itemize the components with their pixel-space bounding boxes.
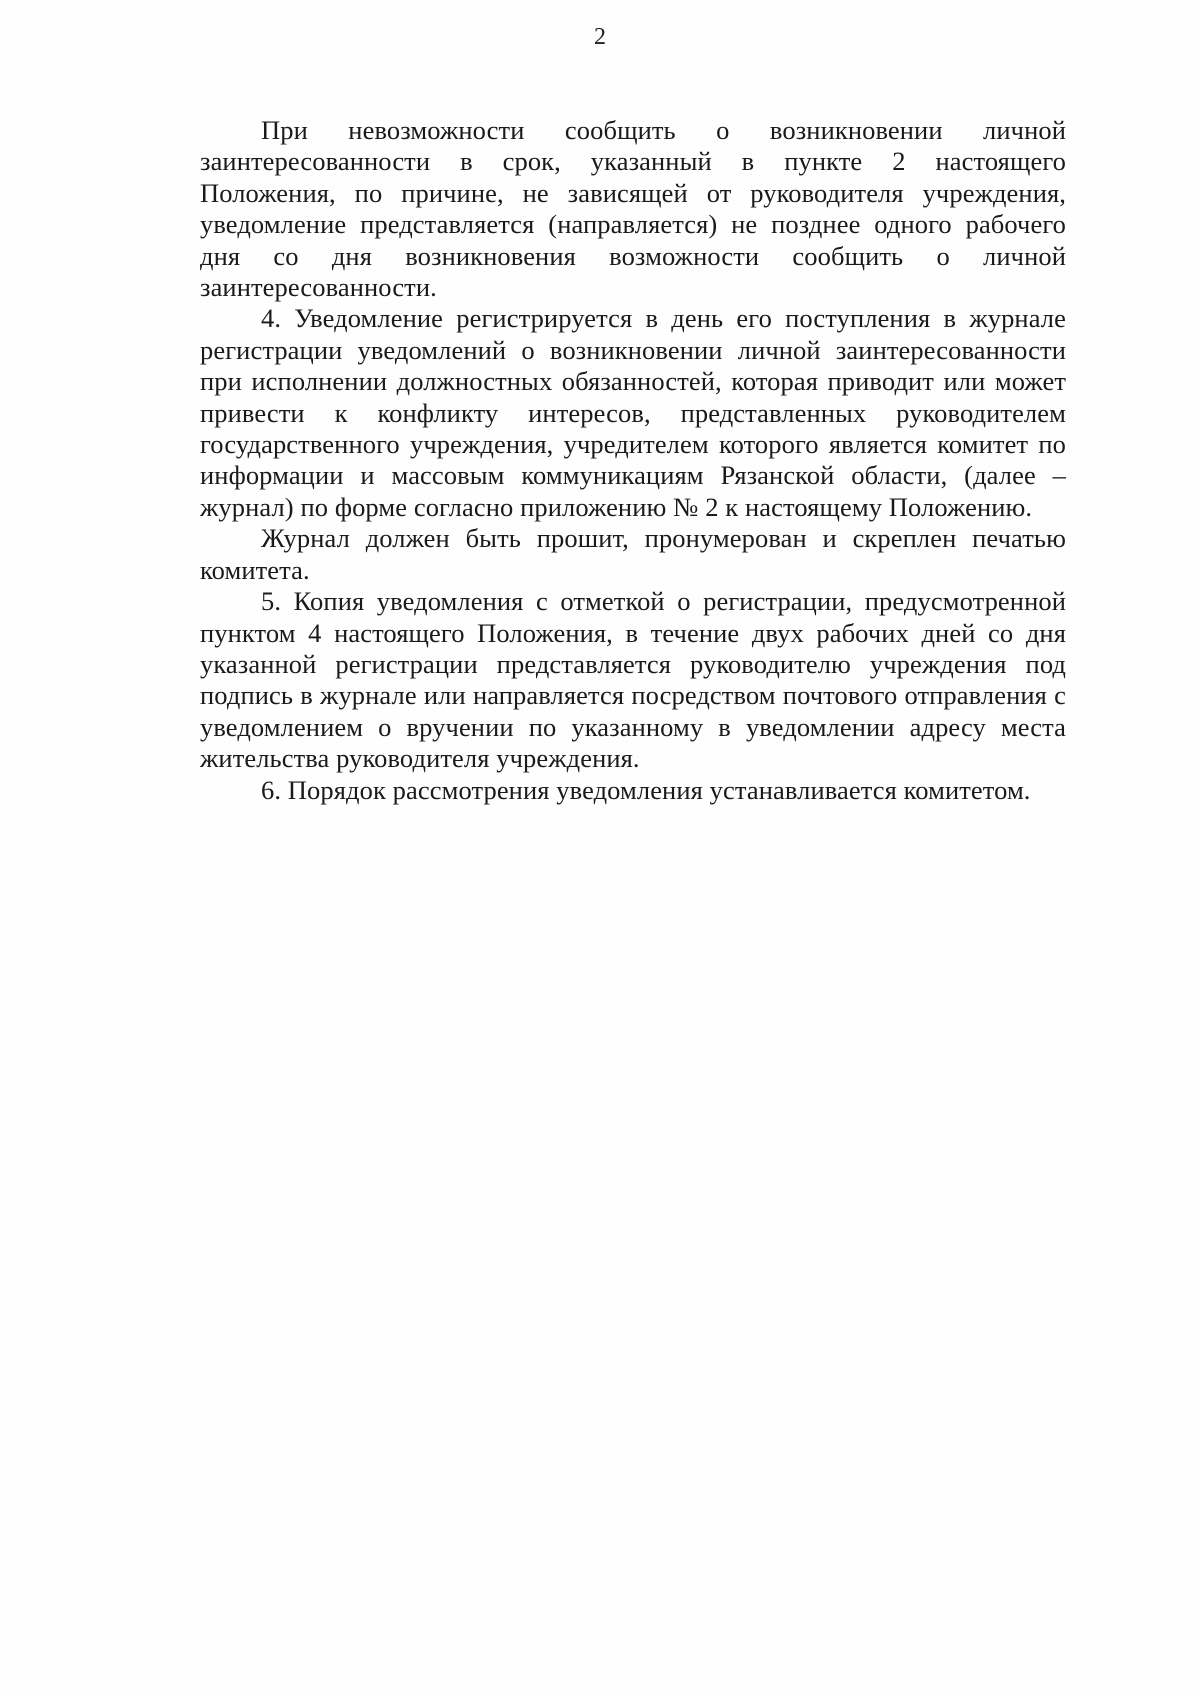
paragraph-review-procedure: 6. Порядок рассмотрения уведомления устанавливается комитетом. — [261, 774, 1031, 805]
paragraph-copy-delivery: 5. Копия уведомления с отметкой о регистрации, предусмотренной пунктом 4 настоящего Положения, в течение двух рабочих дней со дня указанной регистрации представляется руководителю учреждения под подпись в журнале или направляется посредством почтового отправления с уведомлением о вручении по указанному в уведомлении адресу места жительства руководителя учреждения. — [200, 586, 1066, 774]
paragraph-registration: 4. Уведомление регистрируется в день его поступления в журнале регистрации уведомлений о возникновении личной заинтересованности при исполнении должностных обязанностей, которая приводит или может привести к конфликту интересов, представленных руководителем государственного учреждения, учредителем которого является комитет по информации и массовым коммуникациям Рязанской области, (далее – журнал) по форме согласно приложению № 2 к настоящему Положению. — [200, 303, 1066, 522]
paragraph-journal-binding: Журнал должен быть прошит, пронумерован и скреплен печатью комитета. — [200, 523, 1066, 585]
paragraph-notification-deadline: При невозможности сообщить о возникновении личной заинтересованности в срок, указанный в пункте 2 настоящего Положения, по причине, не зависящей от руководителя учреждения, уведомление представляется (направляется) не позднее одного рабочего дня со дня возникновения возможности сообщить о личной заинтересованности. — [200, 115, 1066, 303]
page-number: 2 — [594, 24, 606, 50]
document-body — [200, 115, 1066, 806]
